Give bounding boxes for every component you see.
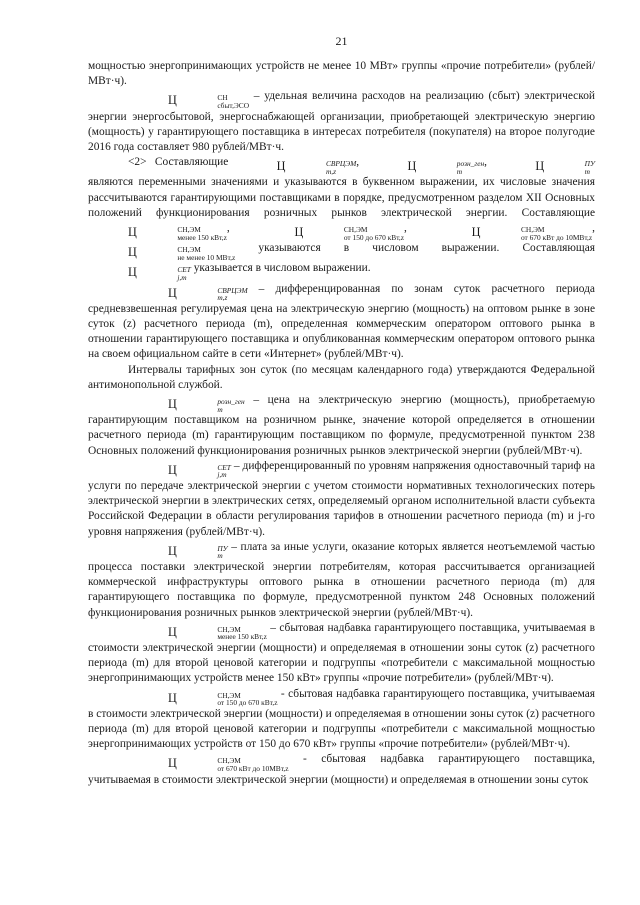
paragraph <box>88 59 595 89</box>
paragraph-text: - сбытовая надбавка гарантирующего поставщика, учитываемая в стоимости электрической энергии (мощности) и определяемая в отношении зоны суток <box>88 753 595 786</box>
paragraph-text: <2> Составляющие <box>128 156 237 169</box>
paragraph: <2> Составляющие Ц СВРЦЭМ m,z , Ц розн_ген m , Ц ПУ m являются переменными значениями и указываются в буквенном выражении, их числовые значения рассчитываются гарантирующими поставщиками в порядке, предусмотренном разделом XII Основных положений функционирования розничных рынков электрической энергии. Составляющие Ц СН,ЭМ менее 150 кВт,z , Ц СН,ЭМ от 150 до 670 кВт,z , Ц СН,ЭМ от 670 кВт до 10МВт,z , Ц СН,ЭМ не менее 10 МВт,z указываются в числовом выражении. Составляющая Ц СЕТ j,m указывается в числовом выражении. <box>88 156 595 282</box>
paragraph-text: являются переменными значениями и указываются в буквенном выражении, их числовые значения рассчитываются гарантирующими поставщиками в порядке, предусмотренном разделом XII Основных положений функционирования розничных рынков электрической энергии. Составляющие <box>88 176 595 219</box>
formula-c-150-670: Ц СН,ЭМ от 150 до 670 кВт,z <box>168 690 278 708</box>
paragraph-text: – удельная величина расходов на реализацию (сбыт) электрической энергии энергосбытовой, энергоснабжающей организации, приобретающей электрическую энергию (мощность) у гарантирующего поставщика в интересах потребителя (покупателя) на второе полугодие 2016 года составляет 980 рублей/МВт·ч. <box>88 90 595 153</box>
paragraph <box>88 752 595 787</box>
formula-c-svrcem: Ц СВРЦЭМ m,z <box>168 285 248 303</box>
paragraph-text: – сбытовая надбавка гарантирующего поставщика, учитываемая в стоимости электрической энергии (мощности) и определяемая в отношении зоны суток (z) расчетного периода (m) для второй ценовой категории и подгруппы «потребители с максимальной мощностью энергопринимающих устройств менее 150 кВт» группы «прочие потребители» (рублей/МВт·ч). <box>88 621 595 685</box>
formula-c-n10: Ц СН,ЭМ не менее 10 МВт,z <box>128 245 236 262</box>
formula-c-rozn: Ц розн_ген m <box>168 396 245 414</box>
formula-c-set: Ц СЕТ j,m <box>128 265 191 282</box>
paragraph-text: - сбытовая надбавка гарантирующего поставщика, учитываемая в стоимости электрической энергии (мощности) и определяемая в отношении зоны суток (z) расчетного периода (m) для второй ценовой категории и подгруппы «потребители с максимальной мощностью энергопринимающих устройств от 150 до 670 кВт» группы «прочие потребители» (рублей/МВт·ч). <box>88 687 595 751</box>
formula-c-pu: Ц ПУ m <box>168 543 228 561</box>
formula-c-set: Ц СЕТ j,m <box>168 462 231 480</box>
formula-c-m150: Ц СН,ЭМ менее 150 кВт,z <box>128 225 227 242</box>
paragraph-text: – цена на электрическую энергию (мощность), приобретаемую гарантирующим поставщиком на розничном рынке, значение которой определяется в отношении расчетного периода (m) гарантирующим поставщиком по формуле, предусмотренной пунктом 238 Основных положений функционирования розничных рынков электрической энергии (рублей/МВт·ч). <box>88 393 595 457</box>
paragraph-text: мощностью энергопринимающих устройств не менее 10 МВт» группы «прочие потребители» (рублей/МВт·ч). <box>88 60 595 88</box>
paragraph <box>88 459 595 540</box>
formula-c-m150: Ц СН,ЭМ менее 150 кВт,z <box>168 624 267 642</box>
document-page <box>88 34 595 788</box>
paragraph <box>88 89 595 155</box>
paragraph <box>88 363 595 393</box>
formula-c-670-10: Ц СН,ЭМ от 670 кВт до 10МВт,z <box>168 756 289 773</box>
formula-c-670-10: Ц СН,ЭМ от 670 кВт до 10МВт,z <box>471 225 593 242</box>
formula-c-rozn: Ц розн_ген m <box>407 159 485 176</box>
paragraph <box>88 282 595 363</box>
formula-c-sbyt: Ц СН сбыт,ЭСО <box>168 93 250 110</box>
formula-c-pu: Ц ПУ m <box>535 159 595 176</box>
paragraph-text: Интервалы тарифных зон суток (по месяцам календарного года) утверждаются Федеральной антимонопольной службой. <box>88 363 595 391</box>
paragraph <box>88 540 595 621</box>
formula-c-150-670: Ц СН,ЭМ от 150 до 670 кВт,z <box>294 225 404 242</box>
paragraph-text: – дифференцированный по уровням напряжения одноставочный тариф на услуги по передаче электрической энергии с учетом стоимости нормативных технологических потерь электрической энергии в электрических сетях, определяемый органом исполнительной власти субъекта Российской Федерации в области регулирования тарифов в отношении расчетного периода (m) и j-го уровня напряжения (рублей/МВт·ч). <box>88 459 595 538</box>
paragraph <box>88 687 595 753</box>
page-number: 21 <box>335 34 348 48</box>
paragraph-text: – плата за иные услуги, оказание которых является неотъемлемой частью процесса поставки электрической энергии потребителям, которая рассчитывается организацией коммерческой инфраструктуры оптового рынка в отношении расчетного периода (m) для гарантирующего поставщика по формуле, предусмотренной пунктом 248 Основных положений функционирования розничных рынков электрической энергии (рублей/МВт·ч). <box>88 540 595 619</box>
paragraph <box>88 621 595 687</box>
document-body <box>88 59 595 788</box>
paragraph-text: – дифференцированная по зонам суток расчетного периода средневзвешенная регулируемая цена на электрическую энергию (мощность) на оптовом рынке в зоне суток (z) расчетного периода (m), определенная коммерческим оператором оптового рынка в отношении гарантирующего поставщика и опубликованная коммерческим оператором оптового рынка на своем официальном сайте в сети «Интернет» (рублей/МВт·ч). <box>88 282 595 361</box>
formula-c-svrcem: Ц СВРЦЭМ m,z <box>276 159 357 176</box>
paragraph <box>88 393 595 459</box>
